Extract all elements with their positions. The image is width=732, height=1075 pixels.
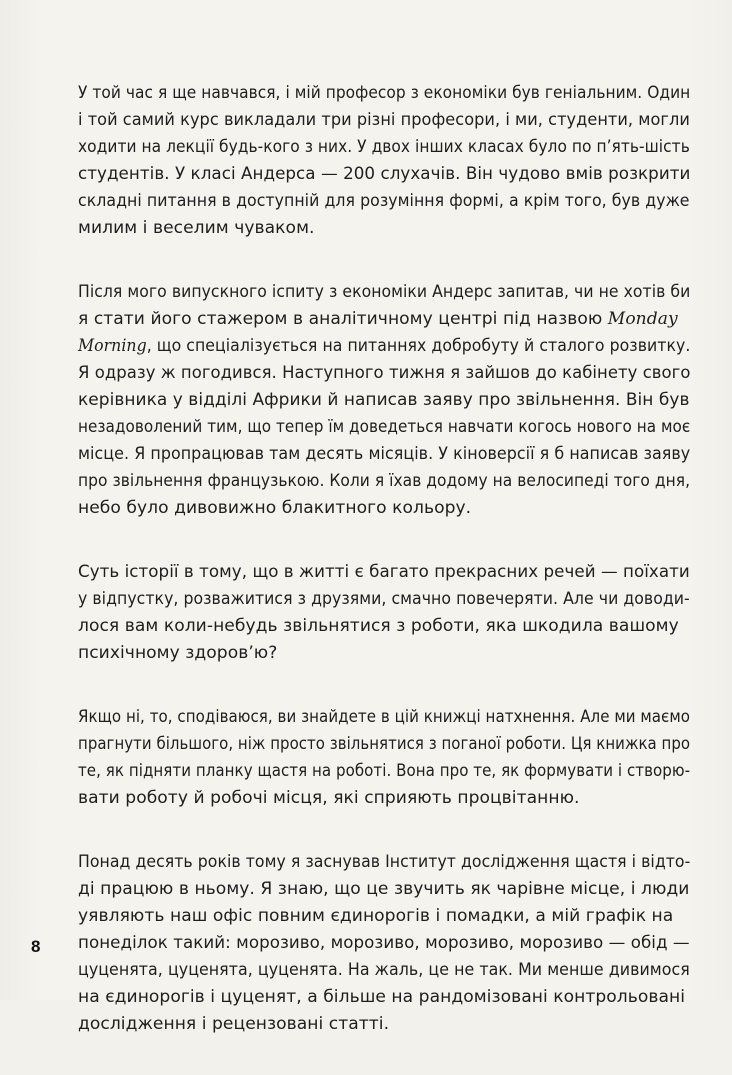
text-line: понеділок такий: морозиво, морозиво, морозиво, морозиво — обід — — [78, 933, 690, 953]
text-line: Суть історії в тому, що в житті є багато прекрасних речей — поїхати — [78, 562, 690, 582]
text-line: Я одразу ж погодився. Наступного тижня я зайшов до кабінету свого — [78, 363, 691, 383]
paragraph-4 — [78, 704, 690, 812]
text-line: незадоволений тим, що тепер їм доведеться навчати когось нового на моє — [78, 417, 691, 437]
text-line: вати роботу й робочі місця, які сприяють процвітанню. — [78, 788, 580, 808]
text-line — [78, 333, 691, 360]
text-line: складні питання в доступній для розуміння формі, а крім того, був дуже — [78, 191, 690, 211]
text-line: Після мого випускного іспиту з економіки Андерс запитав, чи не хотів би — [78, 282, 691, 302]
text-line: прагнути більшого, ніж просто звільнятися з поганої роботи. Ця книжка про — [78, 734, 691, 754]
paragraph-1 — [78, 80, 690, 242]
paragraph-5 — [78, 849, 690, 1038]
text-line: керівника у відділі Африки й написав заяву про звільнення. Він був — [78, 390, 690, 410]
paragraph-2 — [78, 279, 690, 522]
italic-title-part: Morning — [78, 336, 147, 356]
text-line: ді працюю в ньому. Я знаю, що це звучить як чарівне місце, і люди — [78, 879, 690, 899]
paragraph-3 — [78, 559, 690, 667]
text-line: місце. Я пропрацював там десять місяців. У кіноверсії я б написав заяву — [78, 444, 691, 464]
text-line: психічному здоров’ю? — [78, 643, 278, 663]
text-line: цуценята, цуценята, цуценята. На жаль, це не так. Ми менше дивимося — [78, 960, 690, 980]
italic-title-part: Monday — [607, 309, 678, 329]
text-line: студентів. У класі Андерса — 200 слухачів. Він чудово вмів розкрити — [78, 164, 691, 184]
text-segment: , що спеціалізується на питаннях добробуту й сталого розвитку. — [146, 336, 691, 356]
text-line: те, як підняти планку щастя на роботі. Вона про те, як формувати і створю- — [78, 761, 691, 781]
text-line: і той самий курс викладали три різні професори, і ми, студенти, могли — [78, 110, 690, 130]
page-number: 8 — [31, 937, 41, 956]
text-line: небо було дивовижно блакитного кольору. — [78, 498, 472, 518]
text-line: ходити на лекції будь-кого з них. У двох інших класах було по п’ять-шість — [78, 137, 690, 157]
text-line: Якщо ні, то, сподіваюся, ви знайдете в цій книжці натхнення. Але ми маємо — [78, 707, 691, 727]
text-line: У той час я ще навчався, і мій професор з економіки був геніальним. Один — [78, 83, 691, 103]
text-segment: я стати його стажером в аналітичному центрі під назвою — [78, 309, 608, 329]
text-line: у відпустку, розважитися з друзями, смачно повечеряти. Але чи доводи- — [78, 589, 690, 609]
text-line: Понад десять років тому я заснував Інститут дослідження щастя і відто- — [78, 852, 691, 872]
body-text — [78, 80, 690, 1075]
text-line: милим і веселим чуваком. — [78, 218, 315, 238]
text-line — [78, 306, 690, 333]
text-line: лося вам коли-небудь звільнятися з роботи, яка шкодила вашому — [78, 616, 679, 636]
text-line: на єдинорогів і цуценят, а більше на рандомізовані контрольовані — [78, 987, 686, 1007]
text-line: уявляють наш офіс повним єдинорогів і помадки, а мій графік на — [78, 906, 674, 926]
text-line: про звільнення французькою. Коли я їхав додому на велосипеді того дня, — [78, 471, 691, 491]
text-line: дослідження і рецензовані статті. — [78, 1014, 390, 1034]
